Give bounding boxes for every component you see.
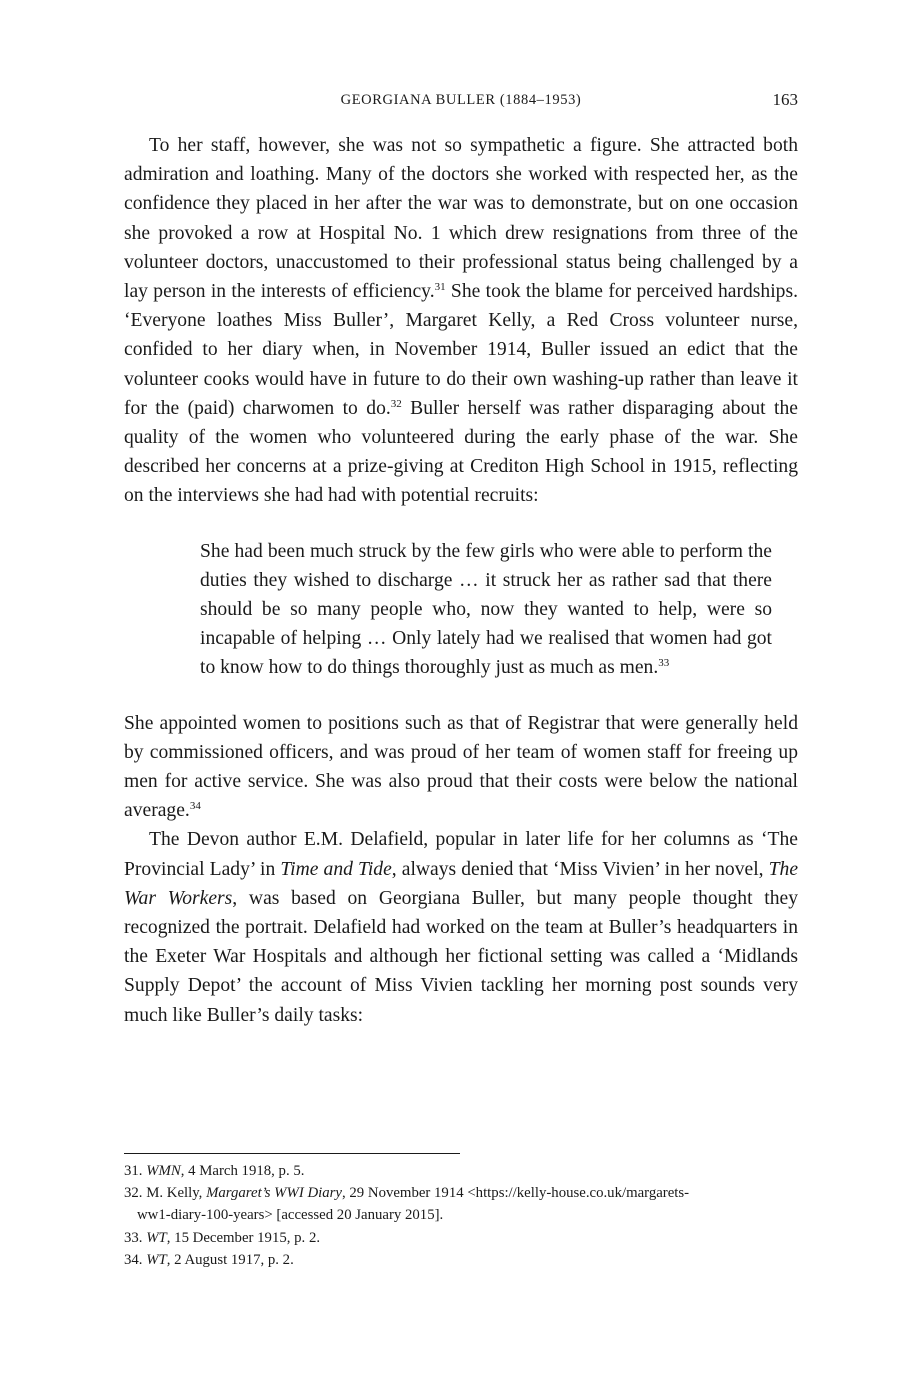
footnote-number: 33.	[124, 1229, 143, 1246]
paragraph-text: , always denied that ‘Miss Vivien’ in her novel,	[391, 858, 769, 880]
footnote-ref-32: 32	[390, 397, 402, 410]
footnote-text: , 29 November 1914 <https://kelly-house.co.uk/margarets-	[341, 1185, 690, 1202]
footnote-31	[124, 1160, 798, 1182]
italic-title: The War Workers	[124, 858, 799, 909]
paragraph-text: To her staff, however, she was not so sympathetic a figure. She attracted both admiration and loathing. Many of the doctors she worked with respected her, as the confidence they placed in her after the war was to demonstrate, but on one occasion she provoked a row at Hospital No. 1 which drew resignations from three of the volunteer doctors, unaccustomed to their professional status being challenged by a lay person in the interests of efficiency.	[124, 135, 798, 303]
footnote-32	[124, 1182, 798, 1204]
footnote-number: 32.	[124, 1185, 143, 1202]
paragraph-3	[124, 825, 798, 1029]
footnote-number: 31.	[124, 1163, 143, 1179]
running-head	[124, 88, 798, 112]
footnote-rule	[124, 1153, 460, 1154]
quote-text: She had been much struck by the few girls who were able to perform the duties they wished to discharge … it struck her as rather sad that there should be so many people who, now they wanted to help, were so incapable of helping … Only lately had we realised that women had got to know how to do things thoroughly just as much as men.	[200, 540, 772, 679]
footnote-text: , 4 March 1918, p. 5.	[180, 1163, 305, 1179]
footnote-32-continued	[124, 1204, 798, 1226]
footnote-source: WMN	[146, 1163, 181, 1179]
footnote-text: , 2 August 1917, p. 2.	[166, 1251, 294, 1268]
footnote-33	[124, 1227, 798, 1249]
paragraph-text: The Devon author E.M. Delafield, popular in later life for her columns as ‘The Provincial Lady’ in	[124, 829, 798, 880]
footnote-text: ww1-diary-100-years> [accessed 20 January 2015].	[137, 1207, 444, 1224]
paragraph-text: She took the blame for perceived hardships. ‘Everyone loathes Miss Buller’, Margaret Kelly, a Red Cross volunteer nurse, confided to her diary when, in November 1914, Buller issued an edict that the volunteer cooks would have in future to do their own washing-up rather than leave it for the (paid) charwomen to do.	[124, 281, 798, 419]
footnote-number: 34.	[124, 1251, 143, 1268]
italic-title: Time and Tide	[280, 858, 392, 880]
footnote-source: WT	[146, 1229, 167, 1246]
paragraph-2	[124, 709, 798, 826]
paragraph-text: She appointed women to positions such as that of Registrar that were generally held by commissioned officers, and was proud of her team of women staff for freeing up men for active service. She was also proud that their costs were below the national average.	[124, 712, 798, 822]
footnote-source: WT	[146, 1251, 167, 1268]
footnote-ref-31: 31	[434, 281, 446, 294]
paragraph-text: , was based on Georgiana Buller, but many people thought they recognized the portrait. Delafield had worked on the team at Buller’s headquarters in the Exeter War Hospitals and although her fictional setting was called a ‘Midlands Supply Depot’ the account of Miss Vivien tackling her morning post sounds very much like Buller’s daily tasks:	[124, 887, 799, 1026]
footnotes	[124, 1160, 798, 1271]
footnote-source: Margaret’s WWI Diary	[206, 1185, 342, 1202]
footnote-text: M. Kelly,	[146, 1185, 207, 1202]
paragraph-text: Buller herself was rather disparaging about the quality of the women who volunteered during the early phase of the war. She described her concerns at a prize-giving at Crediton High School in 1915, reflecting on the interviews she had had with potential recruits:	[124, 397, 798, 507]
running-title: GEORGIANA BULLER (1884–1953)	[340, 92, 582, 108]
page-number: 163	[772, 90, 798, 109]
block-quote	[200, 537, 772, 683]
body-text	[124, 131, 798, 1030]
footnote-34	[124, 1249, 798, 1271]
paragraph-1	[124, 131, 798, 511]
footnote-ref-34: 34	[189, 800, 201, 813]
footnote-text: , 15 December 1915, p. 2.	[166, 1229, 321, 1246]
footnote-ref-33: 33	[658, 657, 670, 670]
